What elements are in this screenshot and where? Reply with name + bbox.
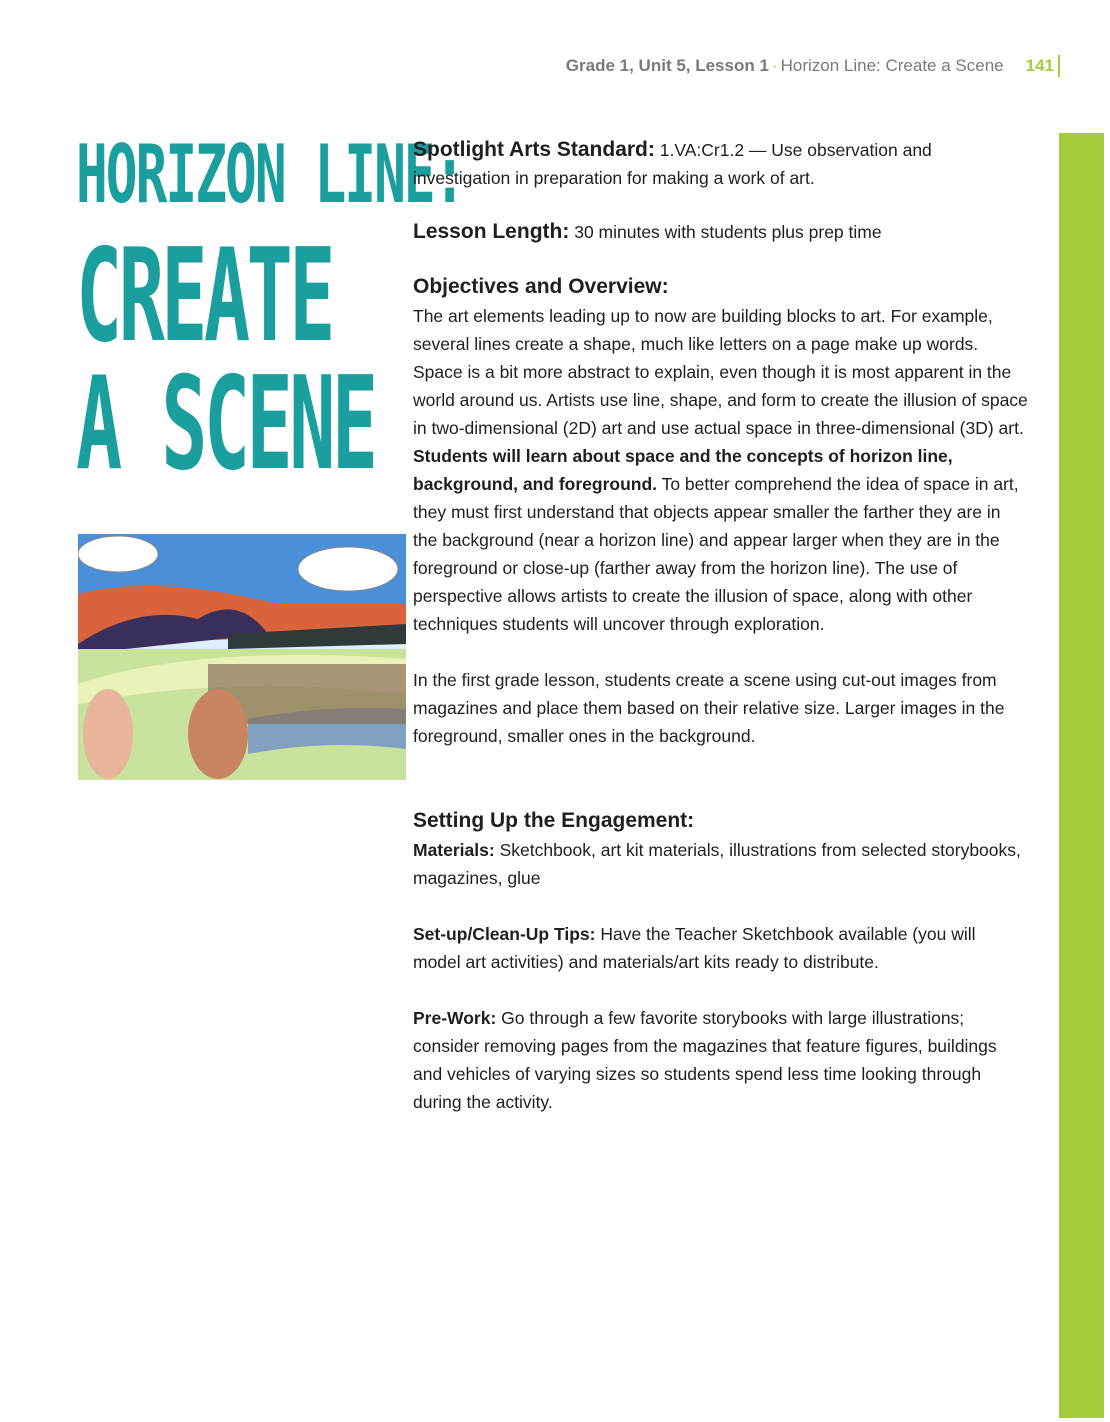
lesson-reference: Grade 1, Unit 5, Lesson 1 [565,56,769,75]
objectives-heading: Objectives and Overview: [413,275,669,298]
objectives-text-a: The art elements leading up to now are building blocks to art. For example, several lines create a shape, much like letters on a page make up words. Space is a bit more abstract to explain, even though it is most apparent in the world around us. Artists use line, shape, and form to create the illusion of space in two-dimensional (2D) art and use actual space in three-dimensional (3D) art. [413,306,1028,438]
materials-label: Materials: [413,840,495,860]
lesson-content [413,136,1028,1116]
arts-standard-text: 1.VA:Cr1.2 — Use observation and investigation in preparation for making a work of art. [413,140,932,188]
running-header [566,55,1060,77]
arts-standard [413,136,1028,192]
page-title-line-1: HORIZON LINE: [76,128,464,221]
materials-text: Sketchbook, art kit materials, illustrations from selected storybooks, magazines, glue [413,840,1021,888]
page-title-line-3: A SCENE [76,350,375,499]
lesson-length-text: 30 minutes with students plus prep time [569,222,882,242]
objectives-paragraph-2: In the first grade lesson, students create a scene using cut-out images from magazines and place them based on their relative size. Larger images in the foreground, smaller ones in the background. [413,670,1005,746]
objectives-paragraph-1 [413,302,1028,638]
setup-tips-label: Set-up/Clean-Up Tips: [413,924,596,944]
lesson-title: Horizon Line: Create a Scene [780,56,1004,75]
collage-illustration [78,534,406,780]
pre-work-text: Go through a few favorite storybooks with large illustrations; consider removing pages from the magazines that feature figures, buildings and vehicles of varying sizes so students spend less time looking through during the activity. [413,1008,997,1112]
header-separator: · [771,56,778,75]
page-title-line-2: CREATE [76,222,332,371]
setup-tips-text: Have the Teacher Sketchbook available (you will model art activities) and materials/art kits ready to distribute. [413,924,976,972]
arts-standard-label: Spotlight Arts Standard: [413,138,655,161]
lesson-length [413,218,1028,246]
objectives-text-b: To better comprehend the idea of space in art, they must first understand that objects appear smaller the farther they are in the background (near a horizon line) and appear larger when they are in the foreground or close-up (farther away from the horizon line). The use of perspective allows artists to create the illusion of space, along with other techniques students will uncover through exploration. [413,474,1019,634]
pre-work-label: Pre-Work: [413,1008,497,1028]
objectives-key-statement: Students will learn about space and the concepts of horizon line, background, and foreground. [413,446,953,494]
setup-tips [413,920,1028,976]
page-number: 141 [1026,55,1060,77]
lesson-length-label: Lesson Length: [413,220,570,243]
pre-work [413,1004,1028,1116]
side-accent-bar [1059,133,1104,1418]
setup-heading: Setting Up the Engagement: [413,809,695,832]
materials [413,836,1028,892]
